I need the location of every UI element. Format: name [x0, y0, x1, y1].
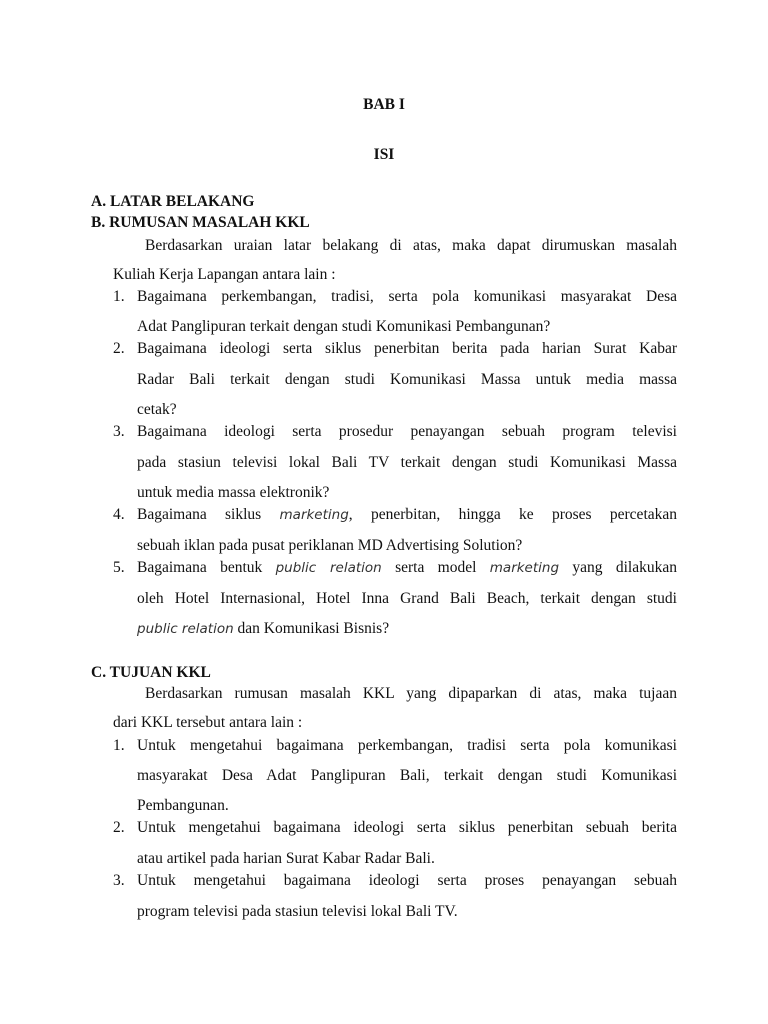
rumusan-item-3-line1: Bagaimana ideologi serta prosedur penayangan sebuah program televisi [137, 423, 677, 440]
tujuan-item-1-line2: masyarakat Desa Adat Panglipuran Bali, terkait dengan studi Komunikasi [137, 767, 677, 784]
section-a-heading: A. LATAR BELAKANG [91, 193, 255, 210]
rumusan-item-3-line3: untuk media massa elektronik? [137, 484, 330, 501]
rumusan-item-2-number: 2. [113, 340, 125, 357]
tujuan-intro-line1: Berdasarkan rumusan masalah KKL yang dipaparkan di atas, maka tujaan [145, 685, 677, 702]
rumusan-item-5-line1 [137, 559, 677, 577]
rumusan-item-4-number: 4. [113, 506, 125, 523]
rumusan-item-1-number: 1. [113, 288, 125, 305]
rumusan-item-4-line2: sebuah iklan pada pusat periklanan MD Advertising Solution? [137, 537, 523, 554]
rumusan-intro-line2: Kuliah Kerja Lapangan antara lain : [113, 266, 336, 283]
rumusan-item-5-text-end: dan Komunikasi Bisnis? [237, 620, 390, 637]
rumusan-item-5-italic-public-relation: public relation [275, 560, 382, 576]
tujuan-item-2-line2: atau artikel pada harian Surat Kabar Radar Bali. [137, 850, 435, 867]
tujuan-item-1-line1: Untuk mengetahui bagaimana perkembangan, tradisi serta pola komunikasi [137, 737, 677, 754]
tujuan-item-2-number: 2. [113, 819, 125, 836]
rumusan-item-2-line1: Bagaimana ideologi serta siklus penerbitan berita pada harian Surat Kabar [137, 340, 677, 357]
rumusan-item-5-line2: oleh Hotel Internasional, Hotel Inna Grand Bali Beach, terkait dengan studi [137, 590, 677, 607]
tujuan-item-1-line3: Pembangunan. [137, 797, 229, 814]
rumusan-item-3-number: 3. [113, 423, 125, 440]
rumusan-item-4-line1 [137, 506, 677, 524]
rumusan-item-5-line3 [137, 620, 389, 638]
rumusan-item-1-line1: Bagaimana perkembangan, tradisi, serta pola komunikasi masyarakat Desa [137, 288, 677, 305]
rumusan-intro-line1: Berdasarkan uraian latar belakang di atas, maka dapat dirumuskan masalah [145, 237, 677, 254]
tujuan-item-3-number: 3. [113, 872, 125, 889]
rumusan-item-5-number: 5. [113, 559, 125, 576]
chapter-subtitle: ISI [373, 146, 395, 163]
rumusan-item-3-line2: pada stasiun televisi lokal Bali TV terkait dengan studi Komunikasi Massa [137, 454, 677, 471]
tujuan-item-2-line1: Untuk mengetahui bagaimana ideologi serta siklus penerbitan sebuah berita [137, 819, 677, 836]
rumusan-item-4-text-c: , penerbitan, hingga ke proses percetakan [348, 506, 678, 523]
rumusan-item-5-italic-marketing: marketing [489, 560, 560, 576]
tujuan-item-1-number: 1. [113, 737, 125, 754]
rumusan-item-4-italic-marketing: marketing [279, 507, 349, 523]
rumusan-item-4-text-a: Bagaimana siklus [137, 506, 262, 523]
rumusan-item-5-text-c: serta model [395, 559, 477, 576]
chapter-title: BAB I [363, 96, 405, 113]
rumusan-item-2-line2: Radar Bali terkait dengan studi Komunikasi Massa untuk media massa [137, 371, 677, 388]
section-b-heading: B. RUMUSAN MASALAH KKL [91, 214, 310, 231]
rumusan-item-5-italic-public-relation-2: public relation [137, 621, 234, 637]
rumusan-item-1-line2: Adat Panglipuran terkait dengan studi Komunikasi Pembangunan? [137, 318, 551, 335]
tujuan-intro-line2: dari KKL tersebut antara lain : [113, 714, 303, 731]
tujuan-item-3-line1: Untuk mengetahui bagaimana ideologi serta proses penayangan sebuah [137, 872, 677, 889]
tujuan-item-3-line2: program televisi pada stasiun televisi lokal Bali TV. [137, 903, 458, 920]
rumusan-item-5-text-a: Bagaimana bentuk [137, 559, 263, 576]
rumusan-item-2-line3: cetak? [137, 401, 177, 418]
rumusan-item-5-text-e: yang dilakukan [572, 559, 677, 576]
section-c-heading: C. TUJUAN KKL [91, 664, 211, 681]
